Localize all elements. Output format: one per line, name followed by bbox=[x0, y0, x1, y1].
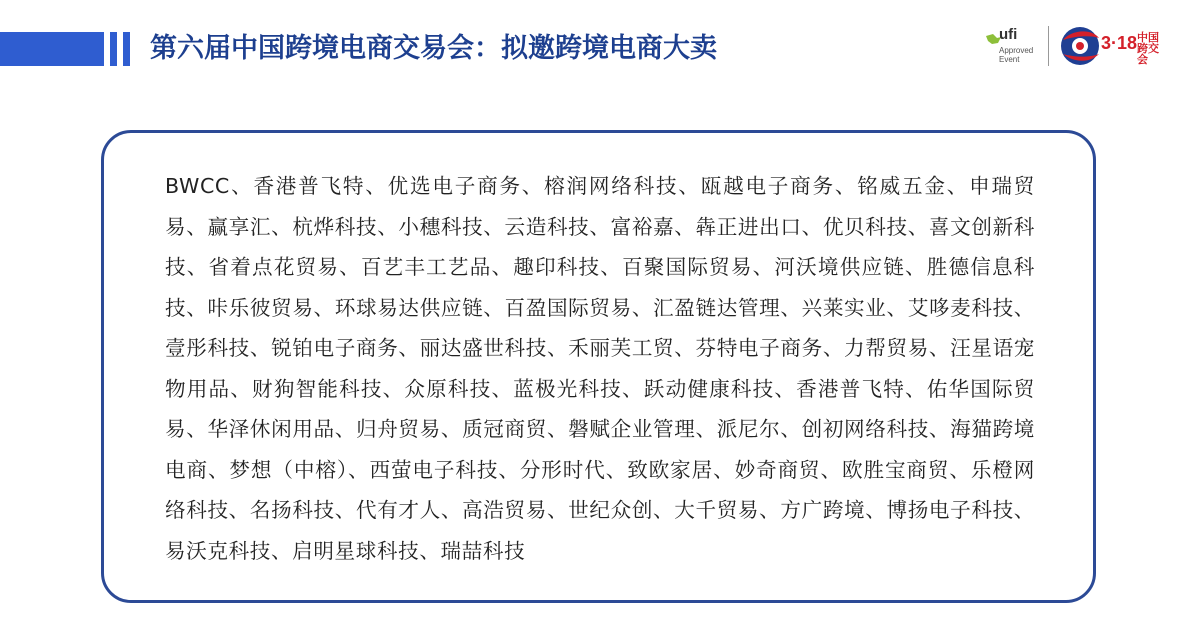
logo-area bbox=[985, 20, 1185, 72]
ufi-logo-text: ufi bbox=[999, 26, 1018, 43]
cbec-emblem-icon bbox=[1057, 24, 1103, 68]
cbec-logo-name: 中国跨交会 bbox=[1137, 31, 1159, 66]
header-accent-bar bbox=[0, 32, 104, 66]
header-accent-stripe bbox=[110, 32, 117, 66]
cbec-logo-number: 3·18 bbox=[1101, 33, 1138, 53]
company-list-text: BWCC、香港普飞特、优选电子商务、榕润网络科技、瓯越电子商务、铭威五金、申瑞贸易、赢享汇、杭烨科技、小穗科技、云造科技、富裕嘉、犇正进出口、优贝科技、喜文创新科技、省着点花贸易、百艺丰工艺品、趣印科技、百聚国际贸易、河沃境供应链、胜德信息科技、咔乐彼贸易、环球易达供应链、百盈国际贸易、汇盈链达管理、兴莱实业、艾哆麦科技、壹彤科技、锐铂电子商务、丽达盛世科技、禾丽芙工贸、芬特电子商务、力帮贸易、汪星语宠物用品、财狗智能科技、众原科技、蓝极光科技、跃动健康科技、香港普飞特、佑华国际贸易、华泽休闲用品、归舟贸易、质冠商贸、磐赋企业管理、派尼尔、创初网络科技、海猫跨境电商、梦想（中榕）、西萤电子科技、分形时代、致欧家居、妙奇商贸、欧胜宝商贸、乐橙网络科技、名扬科技、代有才人、高浩贸易、世纪众创、大千贸易、方广跨境、博扬电子科技、易沃克科技、启明星球科技、瑞喆科技 bbox=[165, 174, 1035, 563]
ufi-approved-label: Approved Event bbox=[999, 46, 1034, 64]
logo-divider bbox=[1048, 26, 1049, 66]
header-accent-stripe bbox=[123, 32, 130, 66]
page-title: 第六届中国跨境电商交易会：拟邀跨境电商大卖 bbox=[150, 33, 717, 64]
